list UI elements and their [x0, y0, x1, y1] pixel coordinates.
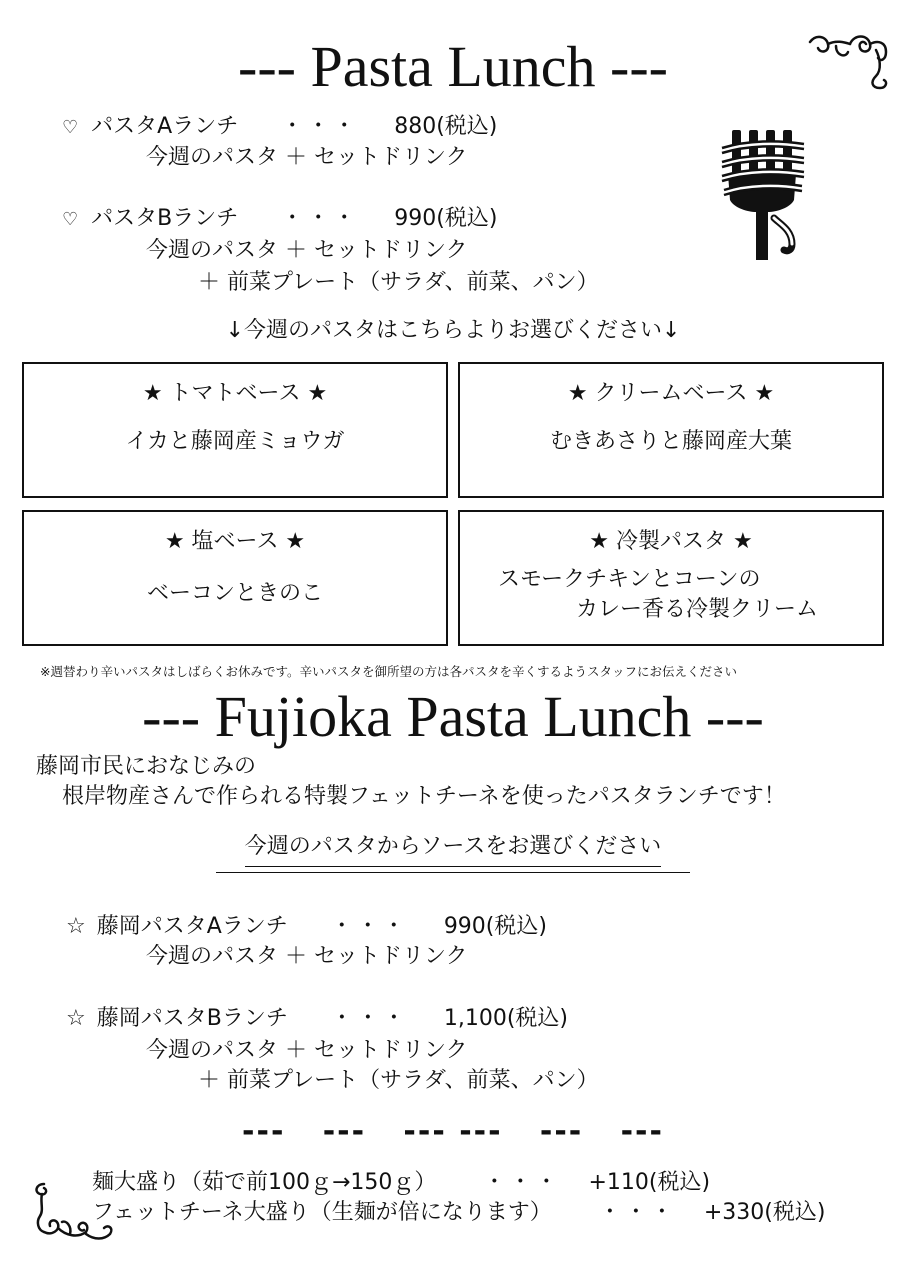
tomato-base-box: [22, 362, 448, 498]
fork-with-pasta-icon: [718, 128, 808, 263]
pasta-b-lunch-desc: 今週のパスタ ＋ セットドリンク: [146, 238, 468, 263]
noodle-large-dots: ・・・: [483, 1170, 562, 1195]
cold-pasta-box: [458, 510, 884, 646]
noodle-large-price: +110(税込): [588, 1170, 711, 1195]
pasta-a-lunch-price: 880(税込): [394, 114, 498, 139]
noodle-large-option: [92, 1168, 710, 1198]
fujioka-pasta-lunch-title: --- Fujioka Pasta Lunch ---: [142, 684, 764, 749]
dash-separator: --- --- --- --- --- ---: [242, 1114, 664, 1149]
cream-base-box: [458, 362, 884, 498]
heart-icon: ♡: [62, 117, 79, 138]
spicy-pasta-note: ※週替わり辛いパスタはしばらくお休みです。辛いパスタを御所望の方は各パスタを辛くするようスタッフにお伝えください: [40, 664, 737, 679]
fujioka-pasta-a-row: [66, 912, 547, 942]
choose-pasta-instruction: ↓今週のパスタはこちらよりお選びください↓: [225, 318, 681, 343]
cold-pasta-heading: ★ 冷製パスタ ★: [589, 529, 753, 554]
pasta-a-lunch-desc: 今週のパスタ ＋ セットドリンク: [146, 145, 468, 170]
fettuccine-large-label: フェットチーネ大盛り（生麺が倍になります）: [92, 1200, 552, 1225]
fettuccine-large-dots: ・・・: [598, 1200, 677, 1225]
pasta-b-lunch-dots: ・・・: [281, 206, 360, 231]
star-icon: ☆: [66, 914, 86, 939]
fujioka-pasta-b-name: 藤岡パスタBランチ: [96, 1006, 288, 1031]
fujioka-pasta-b-row: [66, 1004, 568, 1034]
fettuccine-large-option: [92, 1198, 825, 1228]
choose-sauce-text: 今週のパスタからソースをお選びください: [245, 832, 661, 867]
fujioka-pasta-b-price: 1,100(税込): [443, 1006, 568, 1031]
noodle-large-label: 麺大盛り（茹で前100ｇ→150ｇ）: [92, 1170, 437, 1195]
cold-pasta-line1: スモークチキンとコーンの: [498, 567, 761, 592]
intro-line-1: 藤岡市民におなじみの: [36, 754, 257, 779]
fujioka-pasta-a-dots: ・・・: [330, 914, 409, 939]
fujioka-pasta-b-desc: 今週のパスタ ＋ セットドリンク: [146, 1038, 468, 1063]
pasta-lunch-title: --- Pasta Lunch ---: [238, 34, 668, 99]
fujioka-pasta-b-desc-extra: ＋ 前菜プレート（サラダ、前菜、パン）: [198, 1068, 599, 1093]
choose-sauce-subtitle: [0, 832, 906, 867]
cold-pasta-line2: カレー香る冷製クリーム: [576, 597, 819, 622]
fujioka-pasta-a-name: 藤岡パスタAランチ: [96, 914, 288, 939]
fujioka-pasta-a-price: 990(税込): [443, 914, 547, 939]
fujioka-pasta-a-desc: 今週のパスタ ＋ セットドリンク: [146, 944, 468, 969]
salt-base-heading: ★ 塩ベース ★: [164, 529, 306, 554]
pasta-a-lunch-row: [62, 112, 497, 143]
pasta-a-lunch-dots: ・・・: [281, 114, 360, 139]
salt-base-box: [22, 510, 448, 646]
pasta-b-lunch-name: パスタBランチ: [91, 206, 239, 231]
cream-base-pasta: むきあさりと藤岡産大葉: [549, 429, 792, 454]
fujioka-pasta-b-dots: ・・・: [330, 1006, 409, 1031]
tomato-base-pasta: イカと藤岡産ミョウガ: [125, 429, 345, 454]
salt-base-pasta: ベーコンときのこ: [146, 581, 323, 606]
intro-line-2: 根岸物産さんで作られる特製フェットチーネを使ったパスタランチです！: [62, 784, 786, 809]
swirl-ornament-icon: [30, 1180, 116, 1244]
fettuccine-large-price: +330(税込): [703, 1200, 826, 1225]
pasta-b-lunch-row: [62, 204, 497, 235]
cream-base-heading: ★ クリームベース ★: [567, 381, 775, 406]
heart-icon: ♡: [62, 209, 79, 230]
star-icon: ☆: [66, 1006, 86, 1031]
subtitle-underline: [216, 872, 690, 873]
tomato-base-heading: ★ トマトベース ★: [142, 381, 328, 406]
pasta-b-lunch-desc-extra: ＋ 前菜プレート（サラダ、前菜、パン）: [198, 270, 599, 295]
pasta-b-lunch-price: 990(税込): [394, 206, 498, 231]
pasta-a-lunch-name: パスタAランチ: [91, 114, 239, 139]
